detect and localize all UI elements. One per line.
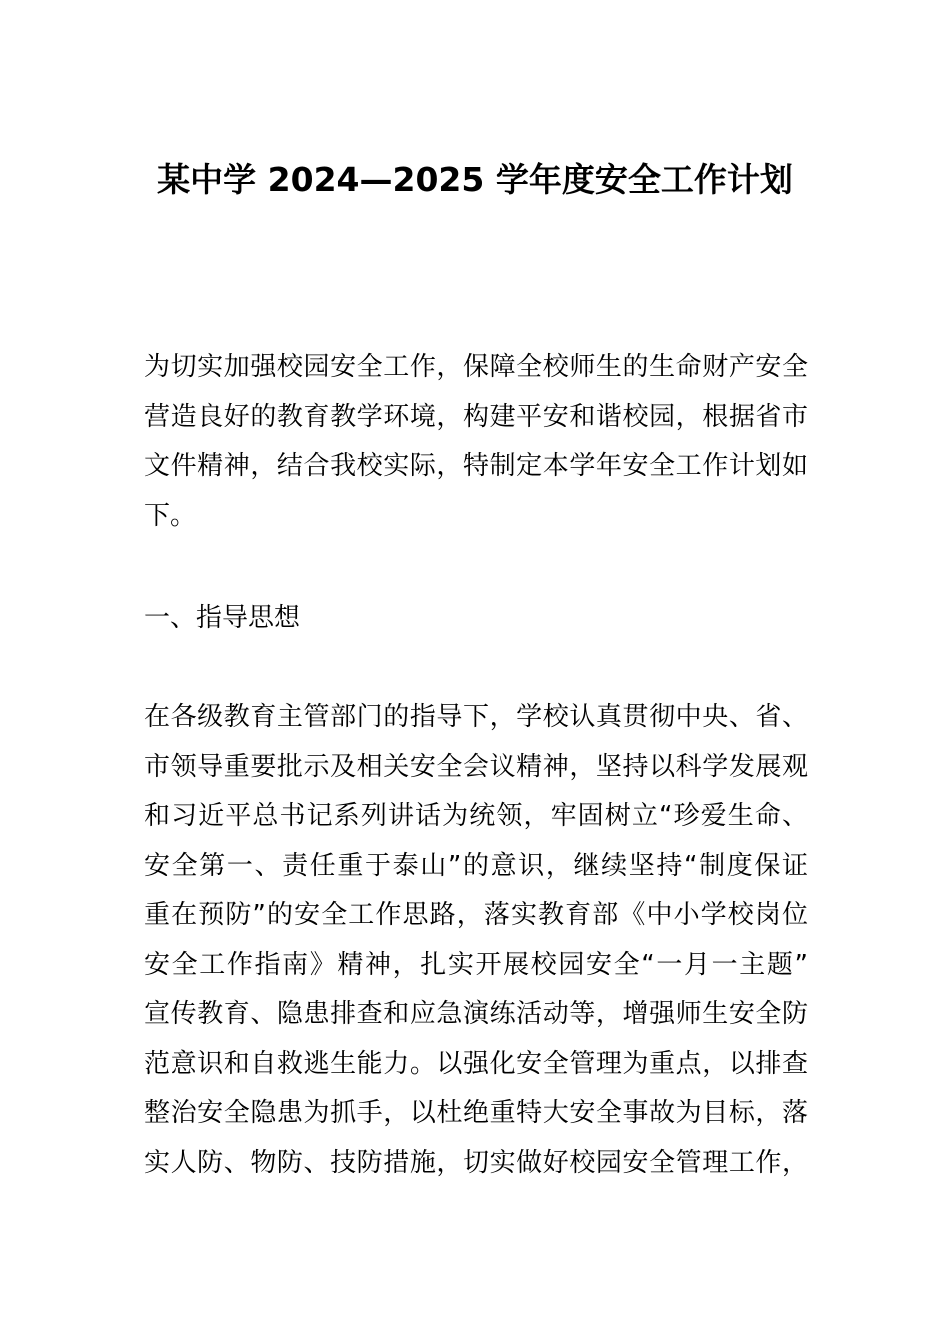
body-line: 范意识和自救逃生能力。以强化安全管理为重点，以排查 — [144, 1048, 808, 1079]
section-heading: 一、指导思想 — [144, 603, 301, 633]
body-line: 在各级教育主管部门的指导下，学校认真贯彻中央、省、 — [144, 702, 808, 732]
intro-paragraph — [144, 343, 808, 541]
intro-line: 为切实加强校园安全工作，保障全校师生的生命财产安全 — [144, 352, 808, 382]
body-line: 和习近平总书记系列讲话为统领，牢固树立“珍爱生命、 — [144, 801, 808, 831]
document-title: 某中学 2024—2025 学年度安全工作计划 — [157, 160, 793, 199]
intro-line: 文件精神，结合我校实际，特制定本学年安全工作计划如 — [144, 451, 808, 481]
body-line: 安全第一、责任重于泰山”的意识，继续坚持“制度保证 — [144, 850, 808, 881]
body-line: 重在预防”的安全工作思路，落实教育部《中小学校岗位 — [144, 900, 808, 930]
body-paragraph — [144, 693, 808, 1188]
body-line: 宣传教育、隐患排查和应急演练活动等，增强师生安全防 — [144, 999, 808, 1029]
body-line: 实人防、物防、技防措施，切实做好校园安全管理工作， — [144, 1147, 808, 1178]
body-line: 安全工作指南》精神，扎实开展校园安全“一月一主题” — [144, 949, 808, 980]
body-line: 市领导重要批示及相关安全会议精神，坚持以科学发展观 — [144, 751, 808, 782]
body-line: 整治安全隐患为抓手，以杜绝重特大安全事故为目标，落 — [144, 1098, 808, 1128]
intro-line: 下。 — [144, 500, 197, 531]
intro-line: 营造良好的教育教学环境，构建平安和谐校园，根据省市 — [144, 401, 808, 432]
